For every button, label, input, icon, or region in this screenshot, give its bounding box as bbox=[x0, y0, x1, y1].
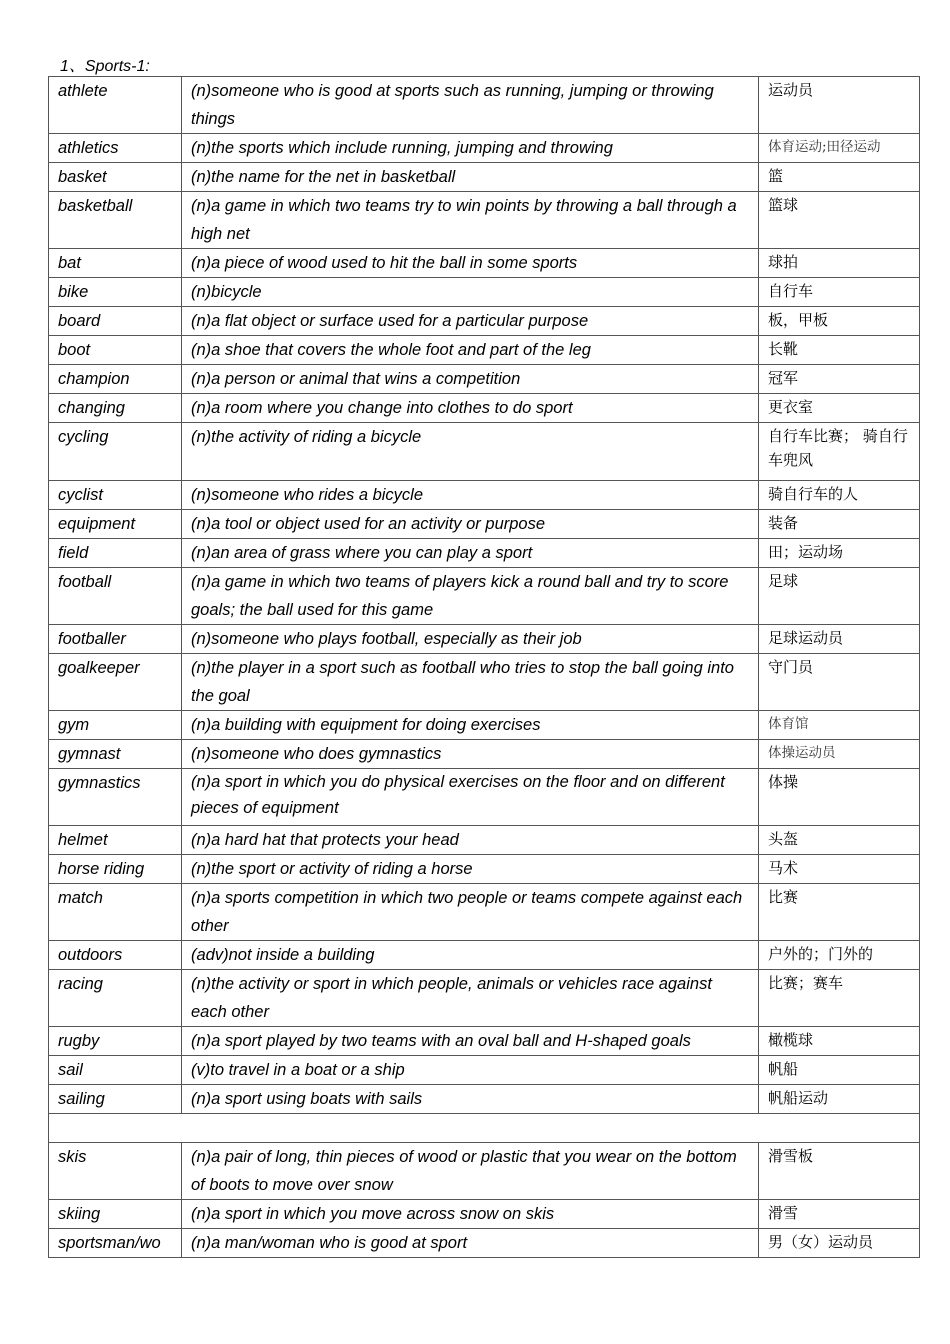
definition-cell: (n)a game in which two teams of players kick a round ball and try to score goals; the ball used for this game bbox=[182, 568, 759, 625]
translation-cell: 比赛 bbox=[759, 884, 920, 941]
table-row bbox=[49, 249, 920, 278]
word-cell: bat bbox=[49, 249, 182, 278]
translation-cell: 守门员 bbox=[759, 654, 920, 711]
word-cell: skiing bbox=[49, 1200, 182, 1229]
word-cell: sportsman/wo bbox=[49, 1229, 182, 1258]
table-row bbox=[49, 884, 920, 941]
table-row bbox=[49, 1143, 920, 1200]
definition-cell: (n)a room where you change into clothes to do sport bbox=[182, 394, 759, 423]
definition-cell: (n)the activity or sport in which people, animals or vehicles race against each other bbox=[182, 970, 759, 1027]
word-cell: boot bbox=[49, 336, 182, 365]
translation-cell: 滑雪 bbox=[759, 1200, 920, 1229]
definition-cell: (n)a shoe that covers the whole foot and part of the leg bbox=[182, 336, 759, 365]
word-cell: cyclist bbox=[49, 481, 182, 510]
table-row bbox=[49, 77, 920, 134]
table-row bbox=[49, 192, 920, 249]
word-cell: sail bbox=[49, 1056, 182, 1085]
translation-cell: 男（女）运动员 bbox=[759, 1229, 920, 1258]
word-cell: football bbox=[49, 568, 182, 625]
translation-cell: 篮球 bbox=[759, 192, 920, 249]
translation-cell: 自行车 bbox=[759, 278, 920, 307]
translation-cell: 田；运动场 bbox=[759, 539, 920, 568]
translation-cell: 运动员 bbox=[759, 77, 920, 134]
table-row bbox=[49, 423, 920, 481]
table-row bbox=[49, 568, 920, 625]
table-row bbox=[49, 769, 920, 826]
table-row bbox=[49, 826, 920, 855]
table-row bbox=[49, 711, 920, 740]
table-row bbox=[49, 307, 920, 336]
translation-cell: 足球 bbox=[759, 568, 920, 625]
definition-cell: (v)to travel in a boat or a ship bbox=[182, 1056, 759, 1085]
definition-cell: (n)the name for the net in basketball bbox=[182, 163, 759, 192]
empty-row bbox=[49, 1114, 920, 1143]
definition-cell: (n)an area of grass where you can play a sport bbox=[182, 539, 759, 568]
translation-cell: 冠军 bbox=[759, 365, 920, 394]
table-row bbox=[49, 1200, 920, 1229]
word-cell: basketball bbox=[49, 192, 182, 249]
definition-cell: (n)a sport in which you move across snow on skis bbox=[182, 1200, 759, 1229]
definition-cell: (n)the player in a sport such as football who tries to stop the ball going into the goal bbox=[182, 654, 759, 711]
table-row bbox=[49, 394, 920, 423]
table-row bbox=[49, 740, 920, 769]
definition-cell: (adv)not inside a building bbox=[182, 941, 759, 970]
word-cell: outdoors bbox=[49, 941, 182, 970]
table-row bbox=[49, 539, 920, 568]
translation-cell: 体育运动;田径运动 bbox=[759, 134, 920, 163]
translation-cell: 体操 bbox=[759, 769, 920, 826]
definition-cell: (n)the activity of riding a bicycle bbox=[182, 423, 759, 481]
definition-cell: (n)a man/woman who is good at sport bbox=[182, 1229, 759, 1258]
translation-cell: 马术 bbox=[759, 855, 920, 884]
definition-cell: (n)a sport using boats with sails bbox=[182, 1085, 759, 1114]
definition-cell: (n)a piece of wood used to hit the ball in some sports bbox=[182, 249, 759, 278]
definition-cell: (n)someone who is good at sports such as running, jumping or throwing things bbox=[182, 77, 759, 134]
translation-cell: 长靴 bbox=[759, 336, 920, 365]
word-cell: sailing bbox=[49, 1085, 182, 1114]
table-row bbox=[49, 970, 920, 1027]
word-cell: cycling bbox=[49, 423, 182, 481]
word-cell: footballer bbox=[49, 625, 182, 654]
table-row bbox=[49, 1027, 920, 1056]
table-row bbox=[49, 941, 920, 970]
table-row bbox=[49, 510, 920, 539]
word-cell: skis bbox=[49, 1143, 182, 1200]
translation-cell: 足球运动员 bbox=[759, 625, 920, 654]
word-cell: gymnast bbox=[49, 740, 182, 769]
translation-cell: 球拍 bbox=[759, 249, 920, 278]
word-cell: board bbox=[49, 307, 182, 336]
translation-cell: 体操运动员 bbox=[759, 740, 920, 769]
definition-cell: (n)a sport in which you do physical exercises on the floor and on different pieces of equipment bbox=[182, 769, 759, 826]
table-row bbox=[49, 654, 920, 711]
translation-cell: 滑雪板 bbox=[759, 1143, 920, 1200]
definition-cell: (n)someone who does gymnastics bbox=[182, 740, 759, 769]
word-cell: match bbox=[49, 884, 182, 941]
translation-cell: 帆船 bbox=[759, 1056, 920, 1085]
definition-cell: (n)someone who plays football, especially as their job bbox=[182, 625, 759, 654]
translation-cell: 户外的；门外的 bbox=[759, 941, 920, 970]
word-cell: athlete bbox=[49, 77, 182, 134]
translation-cell: 板，甲板 bbox=[759, 307, 920, 336]
translation-cell: 体育馆 bbox=[759, 711, 920, 740]
definition-cell: (n)a hard hat that protects your head bbox=[182, 826, 759, 855]
definition-cell: (n)a tool or object used for an activity or purpose bbox=[182, 510, 759, 539]
definition-cell: (n)a game in which two teams try to win points by throwing a ball through a high net bbox=[182, 192, 759, 249]
definition-cell: (n)a building with equipment for doing exercises bbox=[182, 711, 759, 740]
translation-cell: 帆船运动 bbox=[759, 1085, 920, 1114]
section-heading: 1、Sports-1: bbox=[60, 58, 150, 75]
table-row bbox=[49, 1085, 920, 1114]
definition-cell: (n)the sports which include running, jumping and throwing bbox=[182, 134, 759, 163]
definition-cell: (n)a pair of long, thin pieces of wood or plastic that you wear on the bottom of boots to move over snow bbox=[182, 1143, 759, 1200]
word-cell: gymnastics bbox=[49, 769, 182, 826]
translation-cell: 装备 bbox=[759, 510, 920, 539]
translation-cell: 比赛；赛车 bbox=[759, 970, 920, 1027]
word-cell: bike bbox=[49, 278, 182, 307]
definition-cell: (n)the sport or activity of riding a horse bbox=[182, 855, 759, 884]
vocabulary-table bbox=[48, 76, 920, 1258]
translation-cell: 更衣室 bbox=[759, 394, 920, 423]
table-row bbox=[49, 855, 920, 884]
word-cell: helmet bbox=[49, 826, 182, 855]
word-cell: racing bbox=[49, 970, 182, 1027]
translation-cell: 头盔 bbox=[759, 826, 920, 855]
translation-cell: 篮 bbox=[759, 163, 920, 192]
word-cell: champion bbox=[49, 365, 182, 394]
word-cell: field bbox=[49, 539, 182, 568]
word-cell: athletics bbox=[49, 134, 182, 163]
table-row bbox=[49, 163, 920, 192]
table-row bbox=[49, 1229, 920, 1258]
table-row bbox=[49, 481, 920, 510]
definition-cell: (n)bicycle bbox=[182, 278, 759, 307]
table-row bbox=[49, 365, 920, 394]
empty-cell bbox=[49, 1114, 920, 1143]
table-row bbox=[49, 1056, 920, 1085]
table-row bbox=[49, 625, 920, 654]
word-cell: horse riding bbox=[49, 855, 182, 884]
word-cell: gym bbox=[49, 711, 182, 740]
translation-cell: 橄榄球 bbox=[759, 1027, 920, 1056]
word-cell: changing bbox=[49, 394, 182, 423]
translation-cell: 骑自行车的人 bbox=[759, 481, 920, 510]
word-cell: basket bbox=[49, 163, 182, 192]
definition-cell: (n)someone who rides a bicycle bbox=[182, 481, 759, 510]
word-cell: goalkeeper bbox=[49, 654, 182, 711]
word-cell: equipment bbox=[49, 510, 182, 539]
table-row bbox=[49, 134, 920, 163]
translation-cell: 自行车比赛； 骑自行车兜风 bbox=[759, 423, 920, 481]
definition-cell: (n)a sport played by two teams with an oval ball and H-shaped goals bbox=[182, 1027, 759, 1056]
table-row bbox=[49, 336, 920, 365]
definition-cell: (n)a person or animal that wins a competition bbox=[182, 365, 759, 394]
word-cell: rugby bbox=[49, 1027, 182, 1056]
definition-cell: (n)a flat object or surface used for a particular purpose bbox=[182, 307, 759, 336]
definition-cell: (n)a sports competition in which two people or teams compete against each other bbox=[182, 884, 759, 941]
table-row bbox=[49, 278, 920, 307]
